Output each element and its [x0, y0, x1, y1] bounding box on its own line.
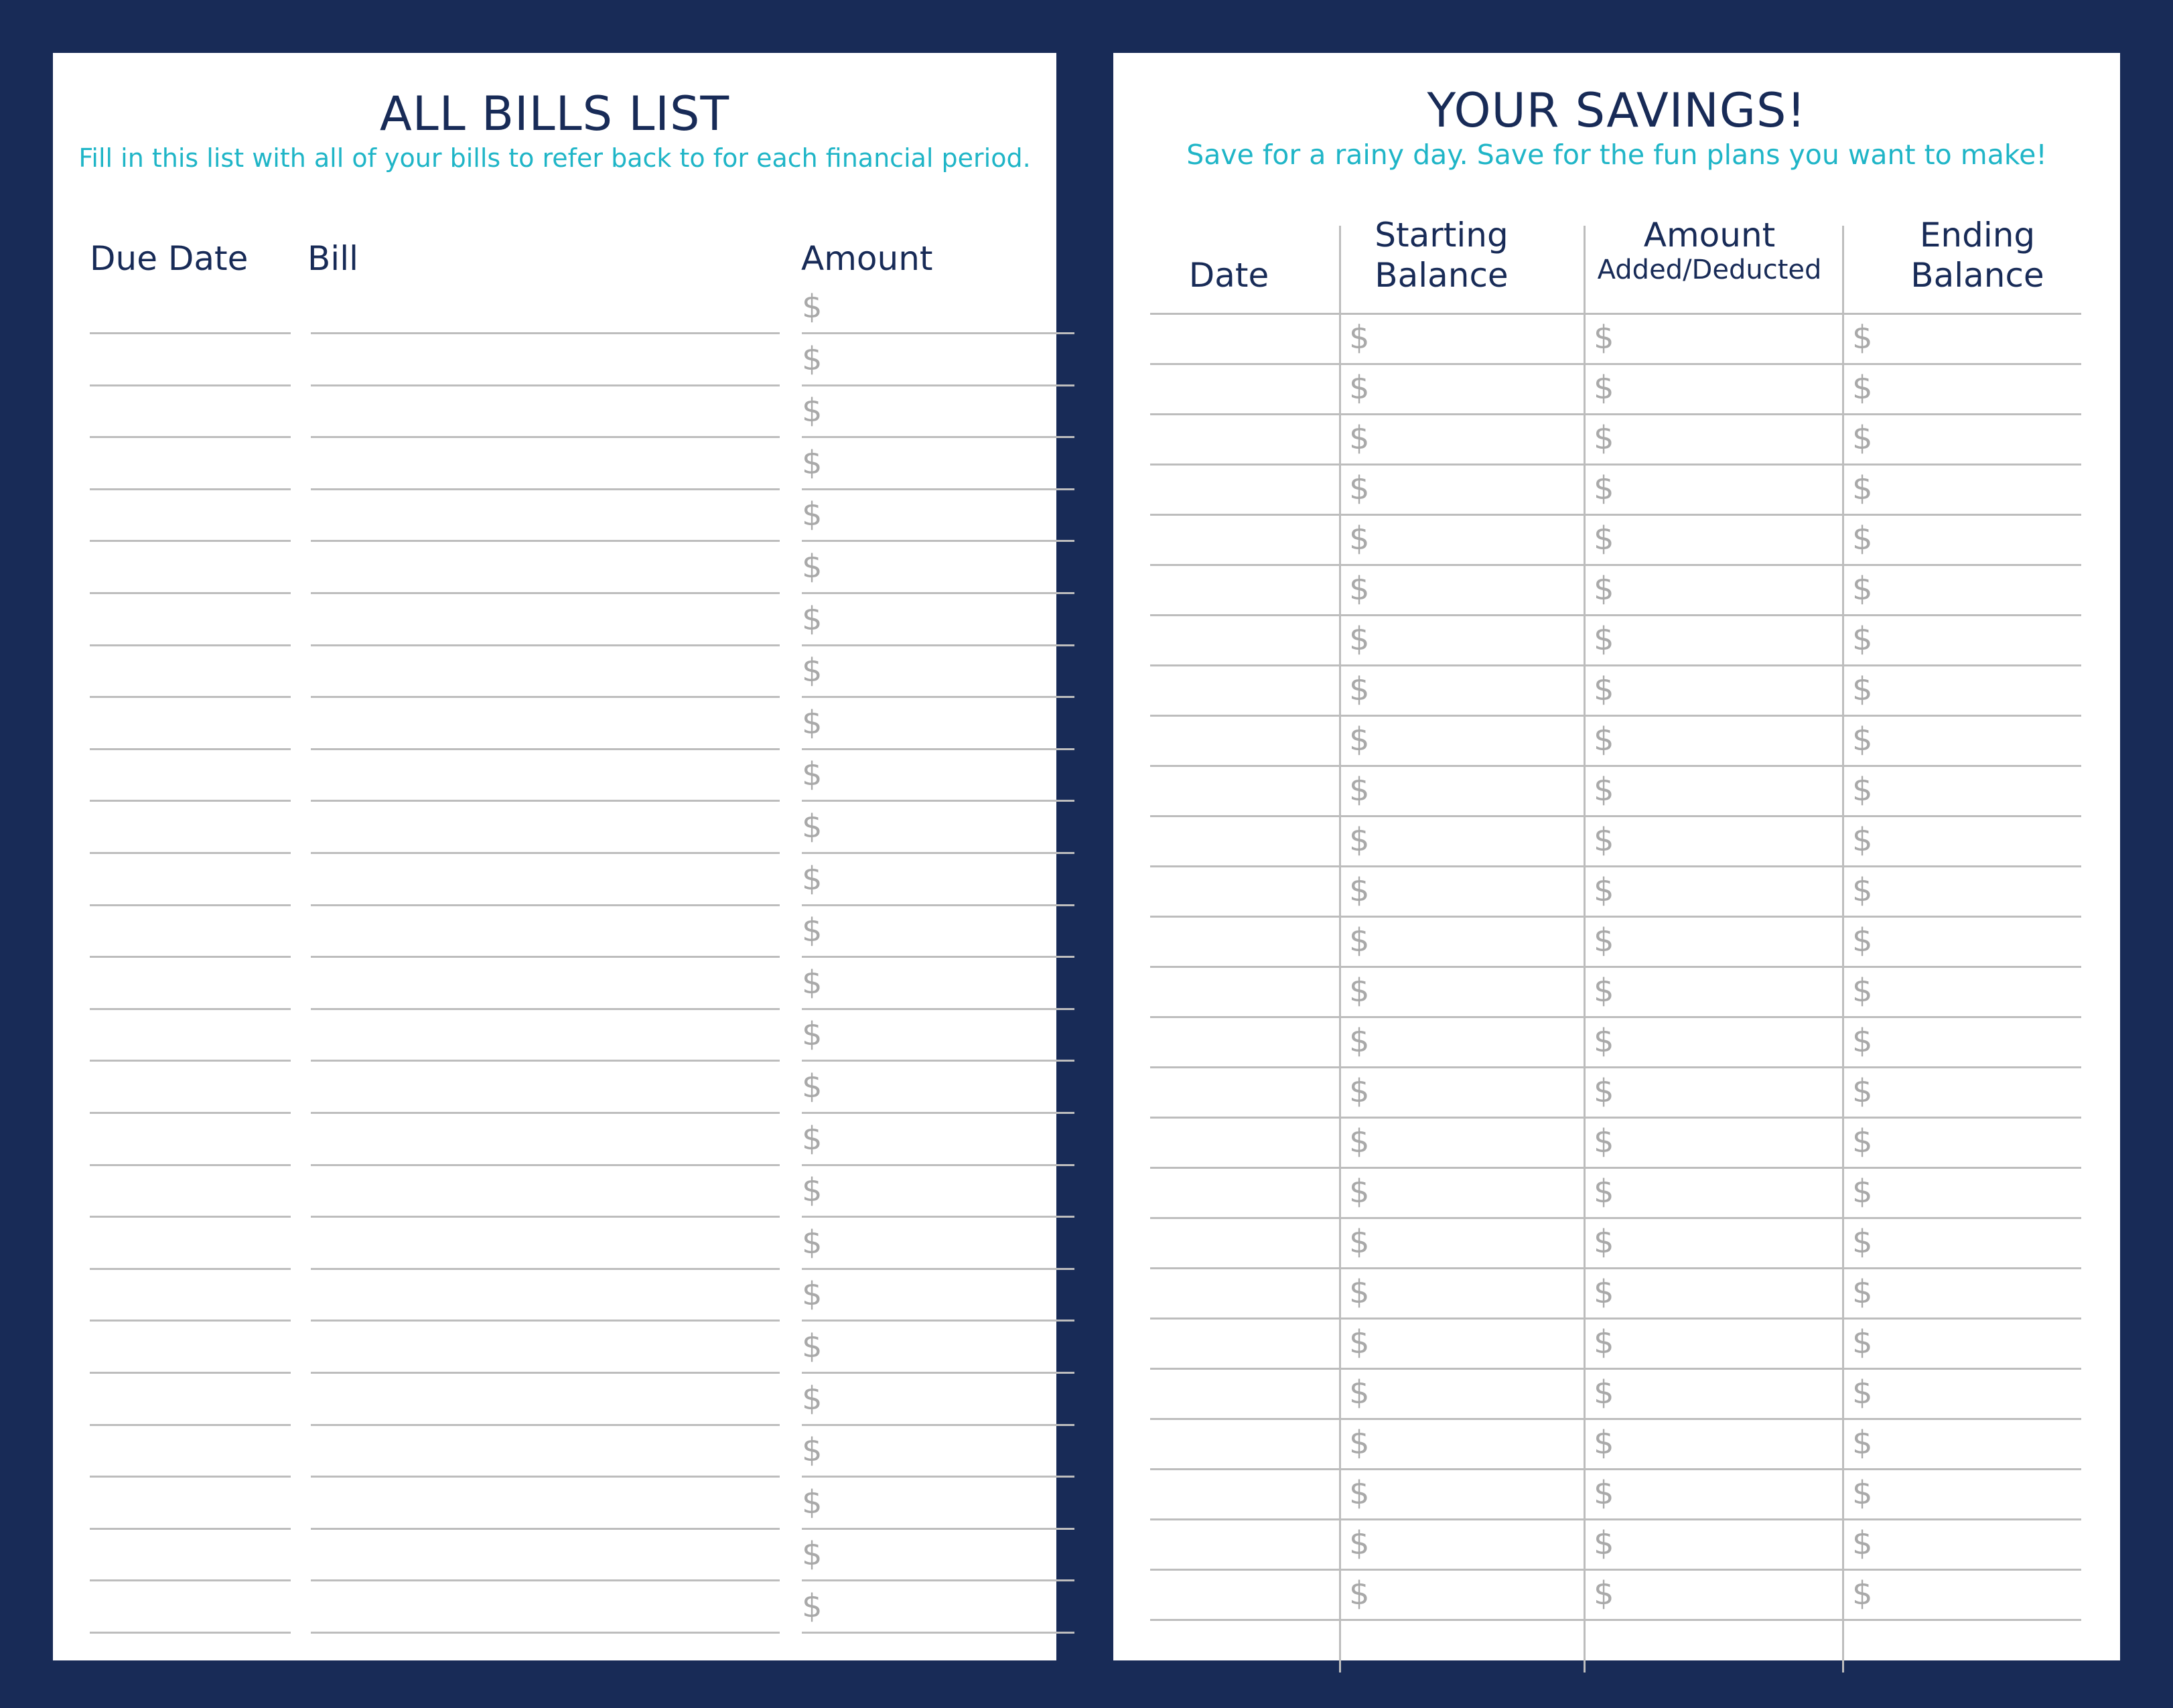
bill-name-line[interactable] — [311, 852, 780, 854]
bill-due-date-line[interactable] — [90, 1320, 291, 1322]
dollar-sign: $ — [1852, 1072, 1873, 1110]
bill-amount-line[interactable] — [802, 1060, 1074, 1062]
dollar-sign: $ — [802, 808, 823, 845]
dollar-sign: $ — [1349, 620, 1370, 658]
savings-row-line[interactable] — [1150, 413, 2081, 415]
savings-row-line[interactable] — [1150, 614, 2081, 616]
dollar-sign: $ — [1349, 1424, 1370, 1462]
starting-balance-line2: Balance — [1375, 256, 1509, 295]
bill-name-line[interactable] — [311, 1320, 780, 1322]
dollar-sign: $ — [1852, 670, 1873, 708]
starting-balance-header — [1341, 215, 1542, 295]
dollar-sign: $ — [1594, 570, 1614, 608]
dollar-sign: $ — [1349, 1575, 1370, 1612]
bill-amount-line[interactable] — [802, 1424, 1074, 1426]
bill-name-line[interactable] — [311, 696, 780, 698]
dollar-sign: $ — [1594, 821, 1614, 859]
bill-due-date-line[interactable] — [90, 1528, 291, 1530]
bills-subtitle: Fill in this list with all of your bills to refer back to for each financial period. — [78, 143, 1031, 173]
dollar-sign: $ — [802, 704, 823, 741]
bill-amount-line[interactable] — [802, 488, 1074, 490]
dollar-sign: $ — [1349, 1374, 1370, 1411]
dollar-sign: $ — [1349, 871, 1370, 909]
amount-added-line2: Added/Deducted — [1597, 255, 1822, 285]
dollar-sign: $ — [1852, 1524, 1873, 1562]
bill-due-date-line[interactable] — [90, 436, 291, 438]
ending-balance-line2: Balance — [1910, 256, 2044, 295]
bill-due-date-line[interactable] — [90, 540, 291, 542]
bill-amount-line[interactable] — [802, 696, 1074, 698]
bill-due-date-line[interactable] — [90, 956, 291, 958]
dollar-sign: $ — [1852, 1123, 1873, 1160]
savings-row-line[interactable] — [1150, 1569, 2081, 1571]
savings-row-line[interactable] — [1150, 1217, 2081, 1219]
bill-name-line[interactable] — [311, 384, 780, 386]
dollar-sign: $ — [1594, 1072, 1614, 1110]
bill-name-line[interactable] — [311, 644, 780, 646]
dollar-sign: $ — [1349, 1524, 1370, 1562]
savings-row-line[interactable] — [1150, 514, 2081, 516]
bill-amount-line[interactable] — [802, 1216, 1074, 1218]
dollar-sign: $ — [1594, 1424, 1614, 1462]
savings-row-line[interactable] — [1150, 1318, 2081, 1320]
bill-amount-line[interactable] — [802, 384, 1074, 386]
dollar-sign: $ — [1594, 620, 1614, 658]
bill-name-line[interactable] — [311, 800, 780, 802]
bill-due-date-line[interactable] — [90, 1476, 291, 1478]
dollar-sign: $ — [1594, 670, 1614, 708]
bill-amount-line[interactable] — [802, 1632, 1074, 1634]
bill-due-date-line[interactable] — [90, 1268, 291, 1270]
bills-page — [53, 53, 1056, 1660]
bill-amount-line[interactable] — [802, 800, 1074, 802]
dollar-sign: $ — [1852, 520, 1873, 557]
starting-balance-line1: Starting — [1375, 216, 1509, 255]
dollar-sign: $ — [1852, 1374, 1873, 1411]
bill-amount-line[interactable] — [802, 1320, 1074, 1322]
dollar-sign: $ — [802, 756, 823, 793]
dollar-sign: $ — [802, 652, 823, 689]
dollar-sign: $ — [802, 1015, 823, 1053]
bill-amount-line[interactable] — [802, 332, 1074, 334]
savings-row-line[interactable] — [1150, 1066, 2081, 1068]
bill-amount-line[interactable] — [802, 644, 1074, 646]
dollar-sign: $ — [1349, 1022, 1370, 1060]
bill-due-date-line[interactable] — [90, 1632, 291, 1634]
bill-amount-line[interactable] — [802, 1268, 1074, 1270]
dollar-sign: $ — [1594, 771, 1614, 808]
dollar-sign: $ — [1349, 1324, 1370, 1361]
bill-due-date-line[interactable] — [90, 696, 291, 698]
bill-name-line[interactable] — [311, 592, 780, 594]
bill-due-date-line[interactable] — [90, 1372, 291, 1374]
dollar-sign: $ — [802, 860, 823, 898]
dollar-sign: $ — [1594, 1273, 1614, 1311]
dollar-sign: $ — [1594, 470, 1614, 507]
bill-amount-line[interactable] — [802, 540, 1074, 542]
dollar-sign: $ — [802, 1171, 823, 1209]
dollar-sign: $ — [1594, 1524, 1614, 1562]
savings-row-line[interactable] — [1150, 363, 2081, 365]
dollar-sign: $ — [802, 444, 823, 482]
savings-row-line[interactable] — [1150, 1518, 2081, 1520]
bill-amount-line[interactable] — [802, 1372, 1074, 1374]
savings-row-line[interactable] — [1150, 564, 2081, 566]
savings-row-line[interactable] — [1150, 1016, 2081, 1018]
dollar-sign: $ — [1594, 721, 1614, 758]
dollar-sign: $ — [802, 1224, 823, 1261]
dollar-sign: $ — [802, 1120, 823, 1157]
bill-name-line[interactable] — [311, 1476, 780, 1478]
savings-header-rule — [1150, 313, 2081, 315]
dollar-sign: $ — [802, 1068, 823, 1105]
dollar-sign: $ — [802, 1587, 823, 1625]
bill-due-date-line[interactable] — [90, 384, 291, 386]
bill-name-line[interactable] — [311, 332, 780, 334]
bill-name-line[interactable] — [311, 748, 780, 750]
dollar-sign: $ — [1852, 1575, 1873, 1612]
bill-name-line[interactable] — [311, 1632, 780, 1634]
bill-due-date-line[interactable] — [90, 592, 291, 594]
bill-name-line[interactable] — [311, 1424, 780, 1426]
bill-amount-line[interactable] — [802, 956, 1074, 958]
dollar-sign: $ — [1852, 821, 1873, 859]
savings-row-line[interactable] — [1150, 664, 2081, 666]
savings-row-line[interactable] — [1150, 1167, 2081, 1169]
bill-due-date-line[interactable] — [90, 800, 291, 802]
bill-due-date-line[interactable] — [90, 1579, 291, 1581]
dollar-sign: $ — [802, 496, 823, 533]
dollar-sign: $ — [1852, 419, 1873, 457]
savings-subtitle: Save for a rainy day. Save for the fun plans you want to make! — [1186, 139, 2047, 171]
dollar-sign: $ — [1594, 369, 1614, 407]
dollar-sign: $ — [1349, 419, 1370, 457]
dollar-sign: $ — [1852, 922, 1873, 959]
dollar-sign: $ — [1852, 972, 1873, 1009]
dollar-sign: $ — [1594, 1223, 1614, 1261]
bill-due-date-line[interactable] — [90, 1164, 291, 1166]
dollar-sign: $ — [1594, 1324, 1614, 1361]
dollar-sign: $ — [1349, 470, 1370, 507]
dollar-sign: $ — [1852, 570, 1873, 608]
dollar-sign: $ — [1594, 520, 1614, 557]
dollar-sign: $ — [1594, 922, 1614, 959]
bill-due-date-line[interactable] — [90, 748, 291, 750]
dollar-sign: $ — [802, 1484, 823, 1521]
bill-due-date-line[interactable] — [90, 904, 291, 906]
bill-amount-line[interactable] — [802, 1476, 1074, 1478]
bill-name-line[interactable] — [311, 1164, 780, 1166]
dollar-sign: $ — [1349, 821, 1370, 859]
amount-header: Amount — [801, 239, 933, 278]
dollar-sign: $ — [802, 392, 823, 429]
bill-amount-line[interactable] — [802, 1164, 1074, 1166]
dollar-sign: $ — [1349, 721, 1370, 758]
dollar-sign: $ — [1349, 771, 1370, 808]
bill-due-date-line[interactable] — [90, 1112, 291, 1114]
dollar-sign: $ — [1349, 1273, 1370, 1311]
dollar-sign: $ — [1349, 1223, 1370, 1261]
bill-header: Bill — [307, 239, 358, 278]
savings-row-line[interactable] — [1150, 464, 2081, 466]
dollar-sign: $ — [802, 288, 823, 326]
dollar-sign: $ — [1852, 1173, 1873, 1210]
savings-page — [1113, 53, 2120, 1660]
dollar-sign: $ — [1349, 369, 1370, 407]
bill-due-date-line[interactable] — [90, 1424, 291, 1426]
savings-row-line[interactable] — [1150, 765, 2081, 767]
column-divider — [1842, 226, 1844, 1673]
dollar-sign: $ — [802, 1535, 823, 1573]
dollar-sign: $ — [1852, 470, 1873, 507]
bill-due-date-line[interactable] — [90, 852, 291, 854]
dollar-sign: $ — [1852, 1324, 1873, 1361]
bill-name-line[interactable] — [311, 1528, 780, 1530]
bill-name-line[interactable] — [311, 904, 780, 906]
savings-row-line[interactable] — [1150, 916, 2081, 918]
dollar-sign: $ — [1852, 1022, 1873, 1060]
dollar-sign: $ — [802, 1275, 823, 1313]
dollar-sign: $ — [1594, 419, 1614, 457]
dollar-sign: $ — [1852, 771, 1873, 808]
bill-amount-line[interactable] — [802, 1528, 1074, 1530]
bill-amount-line[interactable] — [802, 1579, 1074, 1581]
dollar-sign: $ — [1349, 1123, 1370, 1160]
bill-name-line[interactable] — [311, 1216, 780, 1218]
dollar-sign: $ — [1349, 670, 1370, 708]
bill-name-line[interactable] — [311, 956, 780, 958]
savings-row-line[interactable] — [1150, 1468, 2081, 1470]
dollar-sign: $ — [802, 964, 823, 1001]
dollar-sign: $ — [1594, 1123, 1614, 1160]
dollar-sign: $ — [1349, 972, 1370, 1009]
dollar-sign: $ — [802, 1328, 823, 1365]
bill-amount-line[interactable] — [802, 1112, 1074, 1114]
dollar-sign: $ — [1852, 1424, 1873, 1462]
bill-due-date-line[interactable] — [90, 644, 291, 646]
dollar-sign: $ — [802, 600, 823, 638]
dollar-sign: $ — [1852, 620, 1873, 658]
dollar-sign: $ — [1349, 319, 1370, 356]
savings-row-line[interactable] — [1150, 715, 2081, 717]
savings-date-label: Date — [1188, 256, 1269, 295]
dollar-sign: $ — [1852, 1474, 1873, 1512]
bill-amount-line[interactable] — [802, 904, 1074, 906]
dollar-sign: $ — [1349, 1072, 1370, 1110]
dollar-sign: $ — [1594, 1022, 1614, 1060]
savings-title: YOUR SAVINGS! — [1427, 83, 1807, 138]
amount-added-line1: Amount — [1643, 216, 1776, 255]
dollar-sign: $ — [1852, 1273, 1873, 1311]
bill-amount-line[interactable] — [802, 436, 1074, 438]
bill-amount-line[interactable] — [802, 852, 1074, 854]
savings-row-line[interactable] — [1150, 815, 2081, 817]
dollar-sign: $ — [1594, 1173, 1614, 1210]
savings-row-line[interactable] — [1150, 865, 2081, 867]
dollar-sign: $ — [1349, 1173, 1370, 1210]
bill-name-line[interactable] — [311, 1268, 780, 1270]
bill-name-line[interactable] — [311, 1112, 780, 1114]
dollar-sign: $ — [1594, 1575, 1614, 1612]
bills-title: ALL BILLS LIST — [379, 86, 730, 141]
bill-amount-line[interactable] — [802, 592, 1074, 594]
dollar-sign: $ — [1594, 871, 1614, 909]
savings-row-line[interactable] — [1150, 1368, 2081, 1370]
bill-name-line[interactable] — [311, 1579, 780, 1581]
savings-row-line[interactable] — [1150, 966, 2081, 968]
savings-date-header — [1150, 255, 1308, 295]
savings-row-line[interactable] — [1150, 1267, 2081, 1269]
bill-name-line[interactable] — [311, 1008, 780, 1010]
ending-balance-header — [1850, 215, 2105, 295]
dollar-sign: $ — [1594, 319, 1614, 356]
dollar-sign: $ — [802, 912, 823, 949]
dollar-sign: $ — [802, 548, 823, 585]
bill-name-line[interactable] — [311, 1060, 780, 1062]
amount-added-header — [1582, 215, 1837, 285]
savings-row-line[interactable] — [1150, 1117, 2081, 1119]
bill-due-date-line[interactable] — [90, 1060, 291, 1062]
dollar-sign: $ — [802, 340, 823, 378]
dollar-sign: $ — [802, 1380, 823, 1417]
dollar-sign: $ — [1349, 922, 1370, 959]
ending-balance-line1: Ending — [1919, 216, 2036, 255]
bill-due-date-line[interactable] — [90, 1008, 291, 1010]
dollar-sign: $ — [1852, 871, 1873, 909]
bill-name-line[interactable] — [311, 488, 780, 490]
dollar-sign: $ — [1594, 972, 1614, 1009]
dollar-sign: $ — [1594, 1474, 1614, 1512]
dollar-sign: $ — [1852, 369, 1873, 407]
bill-due-date-line[interactable] — [90, 1216, 291, 1218]
column-divider — [1339, 226, 1341, 1673]
dollar-sign: $ — [802, 1431, 823, 1469]
bill-name-line[interactable] — [311, 436, 780, 438]
dollar-sign: $ — [1349, 1474, 1370, 1512]
bill-amount-line[interactable] — [802, 1008, 1074, 1010]
bill-due-date-line[interactable] — [90, 332, 291, 334]
due-date-header: Due Date — [90, 239, 249, 278]
bill-amount-line[interactable] — [802, 748, 1074, 750]
bill-name-line[interactable] — [311, 540, 780, 542]
dollar-sign: $ — [1349, 520, 1370, 557]
column-divider — [1584, 226, 1586, 1673]
dollar-sign: $ — [1852, 721, 1873, 758]
dollar-sign: $ — [1349, 570, 1370, 608]
dollar-sign: $ — [1852, 1223, 1873, 1261]
savings-row-line[interactable] — [1150, 1619, 2081, 1621]
bill-name-line[interactable] — [311, 1372, 780, 1374]
bill-due-date-line[interactable] — [90, 488, 291, 490]
dollar-sign: $ — [1594, 1374, 1614, 1411]
dollar-sign: $ — [1852, 319, 1873, 356]
savings-row-line[interactable] — [1150, 1418, 2081, 1420]
